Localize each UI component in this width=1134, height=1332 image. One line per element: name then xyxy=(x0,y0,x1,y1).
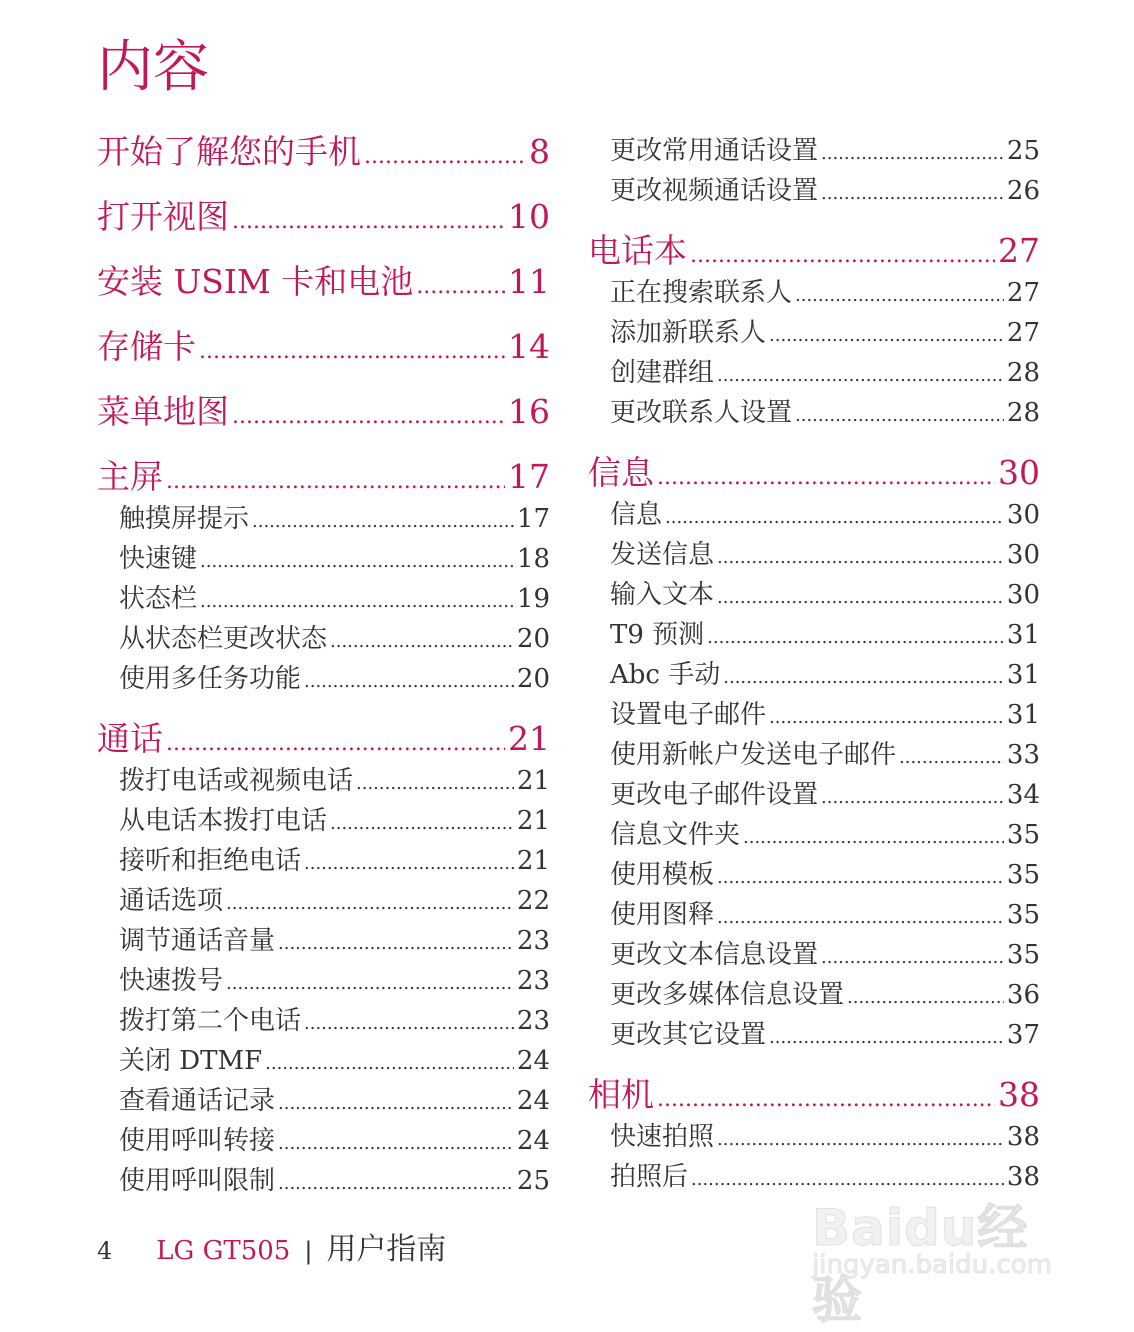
watermark-logo: Baidu经验 xyxy=(812,1199,1029,1329)
toc-dot-leader xyxy=(657,1077,995,1123)
toc-subentry-title: 通话选项 xyxy=(119,886,224,916)
toc-subentry xyxy=(119,540,550,578)
toc-page-number: 30 xyxy=(1006,540,1040,570)
toc-dot-leader xyxy=(278,1125,514,1163)
baidu-watermark xyxy=(812,1188,1062,1329)
toc-page-number: 21 xyxy=(516,766,550,796)
toc-page-number: 38 xyxy=(1006,1122,1040,1152)
toc-subentry xyxy=(119,580,550,618)
toc-subentry xyxy=(610,936,1040,974)
toc-dot-leader xyxy=(821,175,1004,213)
toc-subentry xyxy=(119,1002,550,1040)
toc-page-number: 18 xyxy=(516,544,550,574)
toc-section-title: 主屏 xyxy=(97,457,163,496)
toc-subentry xyxy=(119,620,550,658)
toc-subentry-title: 添加新联系人 xyxy=(610,318,767,348)
toc-page-number: 23 xyxy=(516,966,550,996)
toc-dot-leader xyxy=(657,455,995,501)
toc-subentry xyxy=(610,616,1040,654)
toc-page-number: 31 xyxy=(1006,620,1040,650)
toc-section-title: 相机 xyxy=(588,1075,654,1114)
toc-page-number: 36 xyxy=(1006,980,1040,1010)
toc-subentry xyxy=(610,1118,1040,1156)
toc-subentry xyxy=(610,132,1040,170)
toc-subentry xyxy=(119,1122,550,1160)
toc-subentry-title: 更改其它设置 xyxy=(610,1020,767,1050)
toc-dot-leader xyxy=(166,459,505,505)
toc-dot-leader xyxy=(232,199,505,245)
toc-subentry xyxy=(119,1082,550,1120)
page-title: 内容 xyxy=(97,35,209,100)
toc-subentry xyxy=(119,882,550,920)
toc-dot-leader xyxy=(278,1165,514,1203)
toc-subentry xyxy=(119,962,550,1000)
toc-page-number: 23 xyxy=(516,926,550,956)
toc-page-number: 20 xyxy=(516,664,550,694)
toc-dot-leader xyxy=(304,1005,514,1043)
toc-dot-leader xyxy=(304,845,514,883)
toc-subentry xyxy=(610,1016,1040,1054)
toc-dot-leader xyxy=(330,805,514,843)
toc-page-number: 11 xyxy=(508,262,550,301)
toc-page-number: 35 xyxy=(1006,860,1040,890)
toc-subentry-title: 查看通话记录 xyxy=(119,1086,276,1116)
footer-separator: | xyxy=(304,1237,313,1265)
toc-subentry-title: 关闭 DTMF xyxy=(119,1046,263,1076)
toc-dot-leader xyxy=(795,277,1004,315)
toc-dot-leader xyxy=(304,663,514,701)
toc-page-number: 21 xyxy=(508,719,550,758)
toc-subentry-title: 设置电子邮件 xyxy=(610,700,767,730)
toc-page-number: 21 xyxy=(516,806,550,836)
toc-subentry-title: 使用新帐户发送电子邮件 xyxy=(610,740,897,770)
toc-page-number: 26 xyxy=(1006,176,1040,206)
toc-page-number: 22 xyxy=(516,886,550,916)
toc-page-number: 10 xyxy=(508,197,550,236)
toc-dot-leader xyxy=(200,543,514,581)
toc-page-number: 16 xyxy=(508,392,550,431)
toc-page-number: 24 xyxy=(516,1086,550,1116)
toc-subentry-title: 快速键 xyxy=(119,544,198,574)
toc-subentry xyxy=(610,776,1040,814)
toc-section-title: 信息 xyxy=(588,453,654,492)
toc-dot-leader xyxy=(278,1085,514,1123)
toc-subentry-title: 使用图释 xyxy=(610,900,715,930)
toc-dot-leader xyxy=(769,699,1004,737)
toc-subentry xyxy=(119,762,550,800)
toc-section-entry xyxy=(588,1072,1040,1118)
toc-dot-leader xyxy=(717,899,1004,937)
toc-page-number: 27 xyxy=(1006,318,1040,348)
toc-dot-leader xyxy=(200,583,514,621)
toc-subentry-title: 从状态栏更改状态 xyxy=(119,624,328,654)
toc-dot-leader xyxy=(723,659,1004,697)
toc-page-number: 28 xyxy=(1006,398,1040,428)
toc-subentry xyxy=(610,314,1040,352)
toc-subentry-title: 更改电子邮件设置 xyxy=(610,780,819,810)
toc-subentry-title: 创建群组 xyxy=(610,358,715,388)
toc-subentry-title: 拨打第二个电话 xyxy=(119,1006,302,1036)
toc-dot-leader xyxy=(717,1121,1004,1159)
toc-subentry-title: 调节通话音量 xyxy=(119,926,276,956)
toc-subentry-title: 拍照后 xyxy=(610,1162,689,1192)
toc-dot-leader xyxy=(278,925,514,963)
toc-subentry xyxy=(610,976,1040,1014)
toc-dot-leader xyxy=(364,134,526,180)
toc-page-number: 27 xyxy=(998,231,1040,270)
toc-subentry-title: 使用呼叫限制 xyxy=(119,1166,276,1196)
toc-page-number: 31 xyxy=(1006,700,1040,730)
toc-page-number: 27 xyxy=(1006,278,1040,308)
toc-page-number: 35 xyxy=(1006,940,1040,970)
toc-page-number: 19 xyxy=(516,584,550,614)
toc-page-number: 30 xyxy=(998,453,1040,492)
toc-subentry xyxy=(119,500,550,538)
toc-subentry xyxy=(610,736,1040,774)
toc-subentry-title: 输入文本 xyxy=(610,580,715,610)
toc-dot-leader xyxy=(769,317,1004,355)
toc-subentry-title: 触摸屏提示 xyxy=(119,504,250,534)
toc-page-number: 35 xyxy=(1006,900,1040,930)
toc-dot-leader xyxy=(226,885,514,923)
toc-page-number: 21 xyxy=(516,846,550,876)
toc-subentry-title: 状态栏 xyxy=(119,584,198,614)
toc-subentry xyxy=(119,1162,550,1200)
toc-page-number: 35 xyxy=(1006,820,1040,850)
toc-page-number: 14 xyxy=(508,327,550,366)
toc-subentry xyxy=(610,896,1040,934)
toc-section-entry xyxy=(97,194,550,240)
toc-dot-leader xyxy=(226,965,514,1003)
toc-section-title: 开始了解您的手机 xyxy=(97,132,361,171)
toc-subentry xyxy=(119,1042,550,1080)
toc-subentry-title: 使用多任务功能 xyxy=(119,664,302,694)
toc-subentry-title: 更改联系人设置 xyxy=(610,398,793,428)
footer-page-number: 4 xyxy=(97,1237,113,1265)
toc-dot-leader xyxy=(821,779,1004,817)
toc-subentry-title: T9 预测 xyxy=(610,620,705,650)
toc-subentry xyxy=(610,274,1040,312)
toc-section-entry xyxy=(97,454,550,500)
toc-page-number: 38 xyxy=(998,1075,1040,1114)
toc-page-number: 24 xyxy=(516,1126,550,1156)
toc-dot-leader xyxy=(252,503,514,541)
toc-section-entry xyxy=(97,129,550,175)
watermark-url: jingyan.baidu.com xyxy=(812,1250,1052,1280)
toc-subentry-title: 使用呼叫转接 xyxy=(119,1126,276,1156)
toc-dot-leader xyxy=(717,539,1004,577)
toc-dot-leader xyxy=(769,1019,1004,1057)
toc-subentry-title: 从电话本拨打电话 xyxy=(119,806,328,836)
toc-page-number: 20 xyxy=(516,624,550,654)
toc-dot-leader xyxy=(707,619,1004,657)
toc-subentry-title: 发送信息 xyxy=(610,540,715,570)
toc-page-number: 30 xyxy=(1006,580,1040,610)
toc-subentry-title: 更改常用通话设置 xyxy=(610,136,819,166)
toc-dot-leader xyxy=(821,939,1004,977)
toc-section-title: 电话本 xyxy=(588,231,687,270)
toc-subentry xyxy=(610,536,1040,574)
toc-subentry xyxy=(119,922,550,960)
toc-dot-leader xyxy=(690,233,995,279)
toc-subentry-title: Abc 手动 xyxy=(610,660,721,690)
toc-dot-leader xyxy=(265,1045,514,1083)
toc-subentry xyxy=(610,656,1040,694)
toc-page-number: 31 xyxy=(1006,660,1040,690)
toc-dot-leader xyxy=(795,397,1004,435)
toc-dot-leader xyxy=(665,499,1004,537)
footer-guide-title: 用户指南 xyxy=(326,1232,447,1267)
toc-dot-leader xyxy=(717,859,1004,897)
toc-subentry xyxy=(119,802,550,840)
toc-page-number: 28 xyxy=(1006,358,1040,388)
toc-subentry xyxy=(610,576,1040,614)
toc-subentry-title: 正在搜索联系人 xyxy=(610,278,793,308)
toc-page-number: 17 xyxy=(516,504,550,534)
toc-dot-leader xyxy=(717,579,1004,617)
toc-dot-leader xyxy=(330,623,514,661)
toc-subentry-title: 更改文本信息设置 xyxy=(610,940,819,970)
toc-page-number: 34 xyxy=(1006,780,1040,810)
toc-page-number: 23 xyxy=(516,1006,550,1036)
toc-section-entry xyxy=(97,389,550,435)
toc-dot-leader xyxy=(717,357,1004,395)
toc-section-title: 安装 USIM 卡和电池 xyxy=(97,262,414,301)
toc-subentry-title: 使用模板 xyxy=(610,860,715,890)
toc-subentry-title: 接听和拒绝电话 xyxy=(119,846,302,876)
toc-page-number: 38 xyxy=(1006,1162,1040,1192)
toc-dot-leader xyxy=(899,739,1004,777)
toc-subentry xyxy=(610,816,1040,854)
toc-subentry-title: 拨打电话或视频电话 xyxy=(119,766,354,796)
toc-page-number: 30 xyxy=(1006,500,1040,530)
footer-brand: LG GT505 xyxy=(156,1236,291,1266)
toc-dot-leader xyxy=(356,765,514,803)
toc-page-number: 8 xyxy=(529,132,550,171)
toc-section-entry xyxy=(97,324,550,370)
toc-subentry xyxy=(610,856,1040,894)
toc-dot-leader xyxy=(199,329,505,375)
toc-section-title: 通话 xyxy=(97,719,163,758)
toc-subentry-title: 更改视频通话设置 xyxy=(610,176,819,206)
toc-section-entry xyxy=(97,259,550,305)
toc-page-number: 33 xyxy=(1006,740,1040,770)
toc-subentry xyxy=(610,496,1040,534)
toc-dot-leader xyxy=(416,264,505,310)
toc-subentry xyxy=(610,394,1040,432)
toc-section-entry xyxy=(97,716,550,762)
page-footer xyxy=(97,1224,446,1268)
toc-subentry xyxy=(119,660,550,698)
toc-section-title: 菜单地图 xyxy=(97,392,229,431)
toc-dot-leader xyxy=(847,979,1004,1017)
toc-section-entry xyxy=(588,228,1040,274)
toc-subentry-title: 更改多媒体信息设置 xyxy=(610,980,845,1010)
toc-dot-leader xyxy=(821,135,1004,173)
toc-subentry xyxy=(610,696,1040,734)
toc-subentry-title: 信息 xyxy=(610,500,663,530)
toc-section-entry xyxy=(588,450,1040,496)
toc-subentry xyxy=(610,354,1040,392)
toc-subentry-title: 快速拨号 xyxy=(119,966,224,996)
toc-dot-leader xyxy=(166,721,505,767)
toc-subentry xyxy=(119,842,550,880)
toc-page-number: 24 xyxy=(516,1046,550,1076)
toc-dot-leader xyxy=(743,819,1004,857)
toc-section-title: 存储卡 xyxy=(97,327,196,366)
toc-page-number: 37 xyxy=(1006,1020,1040,1050)
toc-subentry-title: 快速拍照 xyxy=(610,1122,715,1152)
toc-page-number: 17 xyxy=(508,457,550,496)
toc-page-number: 25 xyxy=(516,1166,550,1196)
toc-section-title: 打开视图 xyxy=(97,197,229,236)
toc-page-number: 25 xyxy=(1006,136,1040,166)
toc-dot-leader xyxy=(232,394,505,440)
toc-subentry xyxy=(610,172,1040,210)
toc-subentry-title: 信息文件夹 xyxy=(610,820,741,850)
